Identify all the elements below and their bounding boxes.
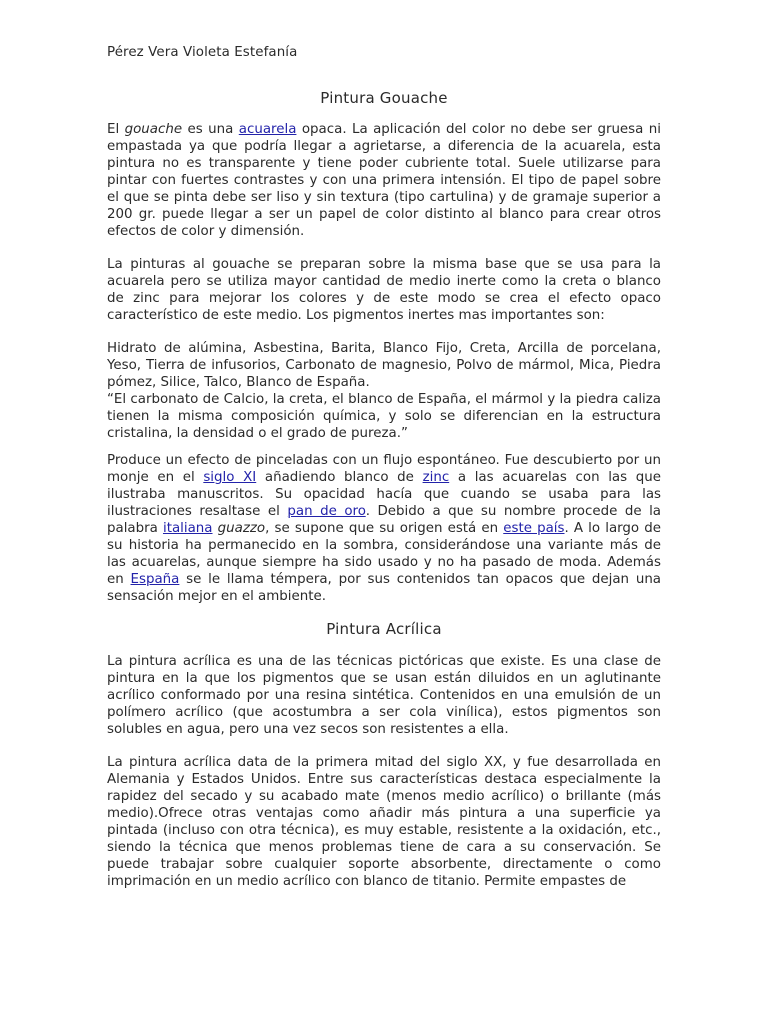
paragraph-acrilica-history: La pintura acrílica data de la primera mitad del siglo XX, y fue desarrollada en Alemania y Estados Unidos. Entre sus características destaca especialmente la rapidez del secado y su acabado mate (menos medio acrílico) o brillante (más medio).Ofrece otras ventajas como añadir más pintura a una superficie ya pintada (incluso con otra técnica), es muy estable, resistente a la oxidación, etc., siendo la técnica que menos problemas tiene de cara a su conservación. Se puede trabajar sobre cualquier soporte absorbente, directamente o como imprimación en un medio acrílico con blanco de titanio. Permite empastes de (107, 755, 661, 889)
author-name: Pérez Vera Violeta Estefanía (107, 45, 298, 60)
link-italiana[interactable]: italiana (162, 521, 213, 536)
section-title-acrilica: Pintura Acrílica (326, 620, 442, 638)
text-run: . Debido a que su nombre procede de la palabra (107, 504, 662, 536)
text-run: . A lo largo de su historia ha permanecido en la sombra, considerándose una variante más de las acuarelas, aunque siempre ha sido usado y no ha pasado de moda. Además en (107, 521, 661, 587)
text-run: opaca. La aplicación del color no debe ser gruesa ni empastada ya que podría llegar a agrietarse, a diferencia de la acuarela, esta pintura no es transparente y tiene poder cubriente total. Suele utilizarse para pintar con fuertes contrastes y con una primera intensión. El tipo de papel sobre el que se pinta debe ser liso y sin textura (tipo cartulina) y de gramaje superior a 200 gr. puede llegar a ser un papel de color distinto al blanco para crear otros efectos de color y dimensión. (107, 122, 661, 239)
text-run: a las acuarelas con las que ilustraba manuscritos. Su opacidad hacía que cuando se usaba para las ilustraciones resaltase el (107, 470, 661, 519)
link-zinc[interactable]: zinc (422, 470, 450, 485)
italic-term: guazzo (217, 521, 266, 536)
link-este-pais[interactable]: este país (503, 521, 565, 536)
text-run: Produce un efecto de pinceladas con un flujo espontáneo. Fue descubierto por un monje en el (107, 453, 661, 485)
text-run: es una (182, 122, 239, 137)
text-run: , se supone que su origen está en (265, 521, 504, 536)
link-espana[interactable]: España (130, 572, 180, 587)
link-pan-de-oro[interactable]: pan de oro (287, 504, 366, 519)
paragraph-pigments-list: Hidrato de alúmina, Asbestina, Barita, Blanco Fijo, Creta, Arcilla de porcelana, Yeso, Tierra de infusorios, Carbonato de magnesio, Polvo de mármol, Mica, Piedra pómez, Silice, Talco, Blanco de España. (107, 341, 661, 390)
paragraph-gouache-history (107, 452, 661, 605)
text-run: El (107, 122, 125, 137)
text-run: se le llama témpera, por sus contenidos tan opacos que dejan una sensación mejor en el ambiente. (107, 572, 662, 604)
paragraph-quote: “El carbonato de Calcio, la creta, el blanco de España, el mármol y la piedra caliza tienen la misma composición química, y solo se diferencian en la estructura cristalina, la densidad o el grado de pureza.” (107, 392, 661, 441)
text-run: añadiendo blanco de (256, 470, 423, 485)
link-acuarela[interactable]: acuarela (238, 122, 297, 137)
section-title-gouache: Pintura Gouache (320, 89, 448, 107)
paragraph-gouache-intro (107, 121, 661, 240)
link-siglo-xi[interactable]: siglo XI (203, 470, 257, 485)
paragraph-gouache-preparation: La pinturas al gouache se preparan sobre la misma base que se usa para la acuarela pero se utiliza mayor cantidad de medio inerte como la creta o blanco de zinc para mejorar los colores y de este modo se crea el efecto opaco característico de este medio. Los pigmentos inertes mas importantes son: (107, 257, 661, 323)
paragraph-acrilica-intro: La pintura acrílica es una de las técnicas pictóricas que existe. Es una clase de pintura en la que los pigmentos que se usan están diluidos en un aglutinante acrílico conformado por una resina sintética. Contenidos en una emulsión de un polímero acrílico (que acostumbra a ser cola vinílica), estos pigmentos son solubles en agua, pero una vez secos son resistentes a ella. (107, 654, 661, 737)
italic-term: gouache (124, 122, 183, 137)
